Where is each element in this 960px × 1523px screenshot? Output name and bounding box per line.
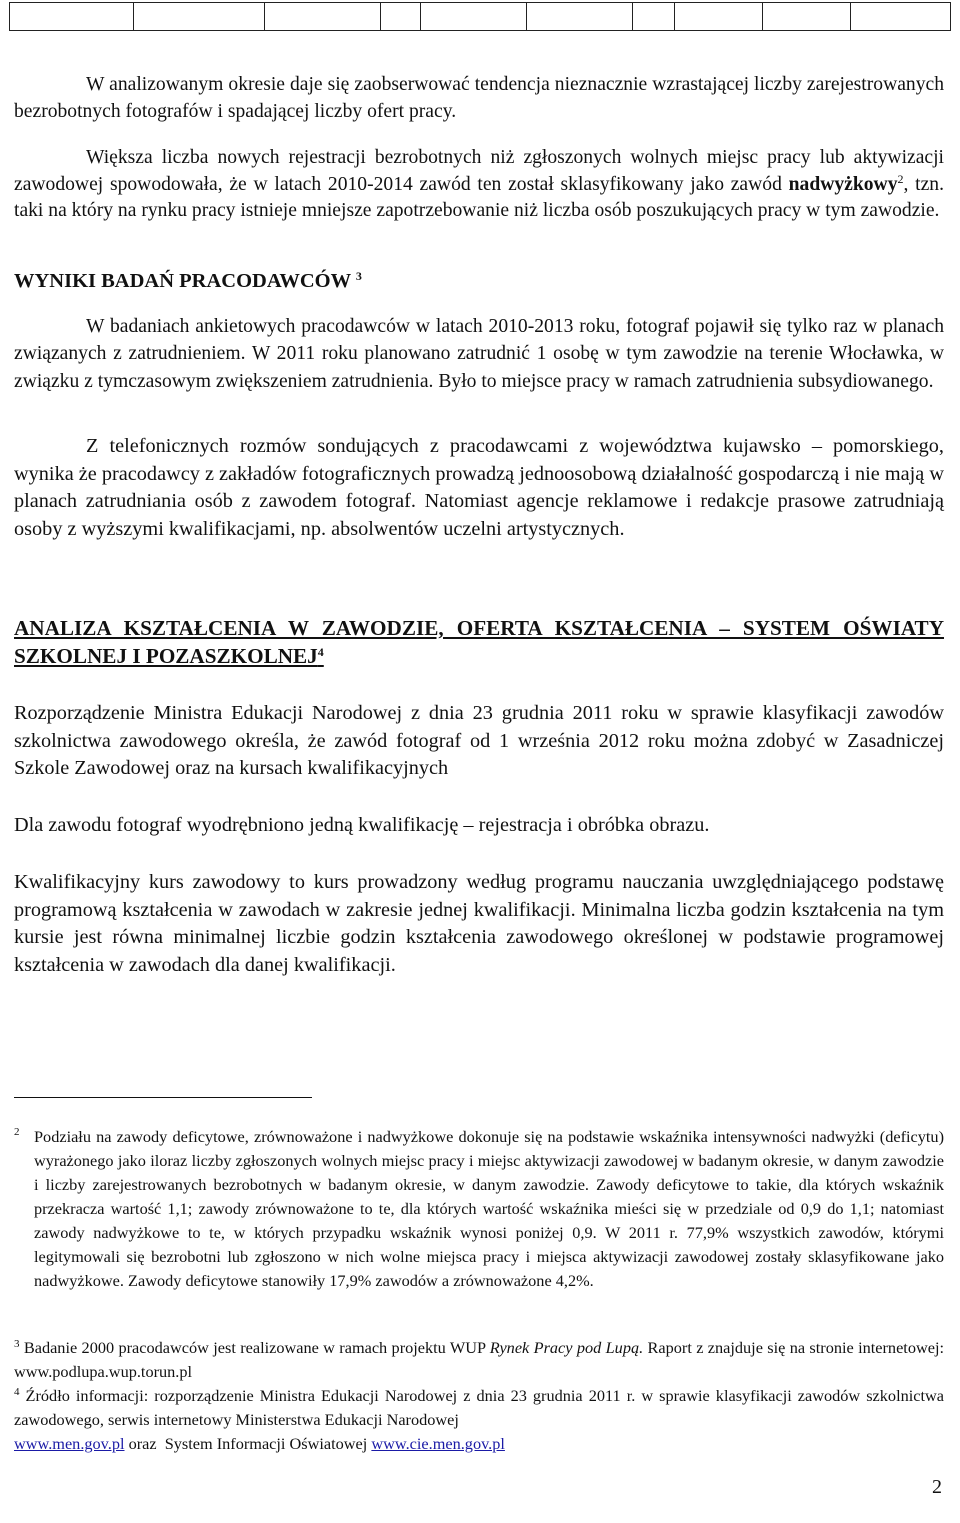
footnote-ref-4: 4 <box>317 645 324 659</box>
footnote-2 <box>14 1125 944 1293</box>
header-cell <box>265 3 381 31</box>
paragraph-course: Kwalifikacyjny kurs zawodowy to kurs prowadzony według programu nauczania uwzględniającego podstawę programową kształcenia w zawodach w zakresie jednej kwalifikacji. Minimalna liczba godzin kształcenia na tym kursie jest równa minimalnej liczbie godzin kształcenia zawodowego określonej w podstawie programowej kształcenia w zawodach dla danej kwalifikacji. <box>14 871 944 977</box>
section-heading-employers: WYNIKI BADAŃ PRACODAWCÓW $^3$ <box>14 269 362 292</box>
paragraph-phone-interviews: Z telefonicznych rozmów sondujących z pracodawcami z województwa kujawsko – pomorskiego, wynika że pracodawcy z zakładów fotograficznych prowadzą jednoosobową działalność gospodarczą i nie mają w planach zatrudniania osób z zawodem fotograf. Natomiast agencje reklamowe i redakcje prasowe zatrudniają osoby z wyższymi kwalifikacjami, np. absolwentów uczelni artystycznych. <box>14 435 944 541</box>
paragraph-regulation: Rozporządzenie Ministra Edukacji Narodowej z dnia 23 grudnia 2011 roku w sprawie klasyfikacji zawodów szkolnictwa zawodowego określa, że zawód fotograf od 1 września 2012 roku można zdobyć w Zasadniczej Szkole Zawodowej oraz na kursach kwalifikacyjnych <box>14 702 944 780</box>
header-cell <box>134 3 265 31</box>
project-name: Rynek Pracy pod Lupą. <box>489 1338 644 1357</box>
header-table <box>9 2 951 33</box>
header-cell <box>381 3 421 31</box>
footnote-number: 4 <box>14 1386 20 1398</box>
section-heading-education: ANALIZA KSZTAŁCENIA W ZAWODZIE, OFERTA KSZTAŁCENIA – SYSTEM OŚWIATY SZKOLNEJ I POZASZKOLNEJ$^4$ <box>14 616 944 668</box>
paragraph-surplus-text-2: , tzn. taki na który na rynku pracy istnieje mniejsze zapotrzebowanie niż liczba osób poszukujących pracy w tym zawodzie. <box>14 173 944 221</box>
footnote-text: Podziału na zawody deficytowe, zrównoważone i nadwyżkowe dokonuje się na podstawie wskaźnika intensywności nadwyżki (deficytu) wyrażonego jako iloraz liczby zgłoszonych wolnych miejsc pracy i miejsc aktywizacji zawodowej w badanym okresie, w danym zawodzie i liczby zarejestrowanych bezrobotnych w badanym okresie, w danym zawodzie. Zawody deficytowe to takie, dla których wskaźnik przekracza wartość 1,1; zawody zrównoważone to te, dla których wartość wskaźnika mieści się w przedziale od 0,9 do 1,1; natomiast zawody nadwyżkowe to te, w których przypadku wskaźnik wynosi poniżej 0,9. W 2011 r. 77,9% wszystkich zawodów, którymi legitymowali się bezrobotni lub zgłoszono w nich wolne miejsca pracy i miejsca aktywizacji zawodowej zostały sklasyfikowane jako nadwyżkowe. Zawody deficytowe stanowiły 17,9% zawodów a zrównoważone 4,2%. <box>34 1127 944 1290</box>
footnote-ref-3: 3 <box>355 269 362 283</box>
footnote-3: $^3$ Badanie 2000 pracodawców jest realizowane w ramach projektu WUP Rynek Pracy pod Lupą. Raport z znajduje się na stronie internetowej: www.podlupa.wup.torun.pl <box>14 1338 944 1381</box>
header-cell <box>421 3 527 31</box>
header-cell <box>675 3 763 31</box>
header-cell <box>851 3 951 31</box>
surplus-term: nadwyżkowy <box>788 173 898 195</box>
header-cell <box>633 3 675 31</box>
paragraph-surplus <box>14 145 944 225</box>
men-link[interactable]: www.men.gov.pl <box>14 1434 125 1453</box>
footnote-separator <box>14 1097 312 1098</box>
footnote-ref-2: 2 <box>897 171 904 186</box>
footnote-number: 2 <box>14 1126 20 1138</box>
header-cell <box>9 3 134 31</box>
page-number: 2 <box>932 1476 942 1498</box>
footnote-number: 3 <box>14 1338 20 1350</box>
paragraph-trend: W analizowanym okresie daje się zaobserwować tendencja nieznacznie wzrastającej liczby zarejestrowanych bezrobotnych fotografów i spadającej liczby ofert pracy. <box>14 74 944 122</box>
footnote-4: $^4$ Źródło informacji: rozporządzenie Ministra Edukacji Narodowej z dnia 23 grudnia 2011 r. w sprawie klasyfikacji zawodów szkolnictwa zawodowego, serwis internetowy Ministerstwa Edukacji Narodowej www.men.gov.pl oraz System Informacji Oświatowej www.cie.men.gov.pl <box>14 1386 944 1453</box>
paragraph-employer-survey: W badaniach ankietowych pracodawców w latach 2010-2013 roku, fotograf pojawił się tylko raz w planach związanych z zatrudnieniem. W 2011 roku planowano zatrudnić 1 osobę w tym zawodzie na terenie Włocławka, w związku z tymczasowym zwiększeniem zatrudnienia. Było to miejsce pracy w ramach zatrudnienia subsydiowanego. <box>14 316 944 392</box>
paragraph-qualification: Dla zawodu fotograf wyodrębniono jedną kwalifikację – rejestracja i obróbka obrazu. <box>14 814 710 836</box>
paragraph-surplus-text-1: Większa liczba nowych rejestracji bezrobotnych niż zgłoszonych wolnych miejsc pracy lub aktywizacji zawodowej spowodowała, że w latach 2010-2014 zawód ten został sklasyfikowany jako zawód <box>14 147 944 195</box>
header-cell <box>763 3 851 31</box>
cie-link[interactable]: www.cie.men.gov.pl <box>371 1434 505 1453</box>
header-cell <box>527 3 633 31</box>
